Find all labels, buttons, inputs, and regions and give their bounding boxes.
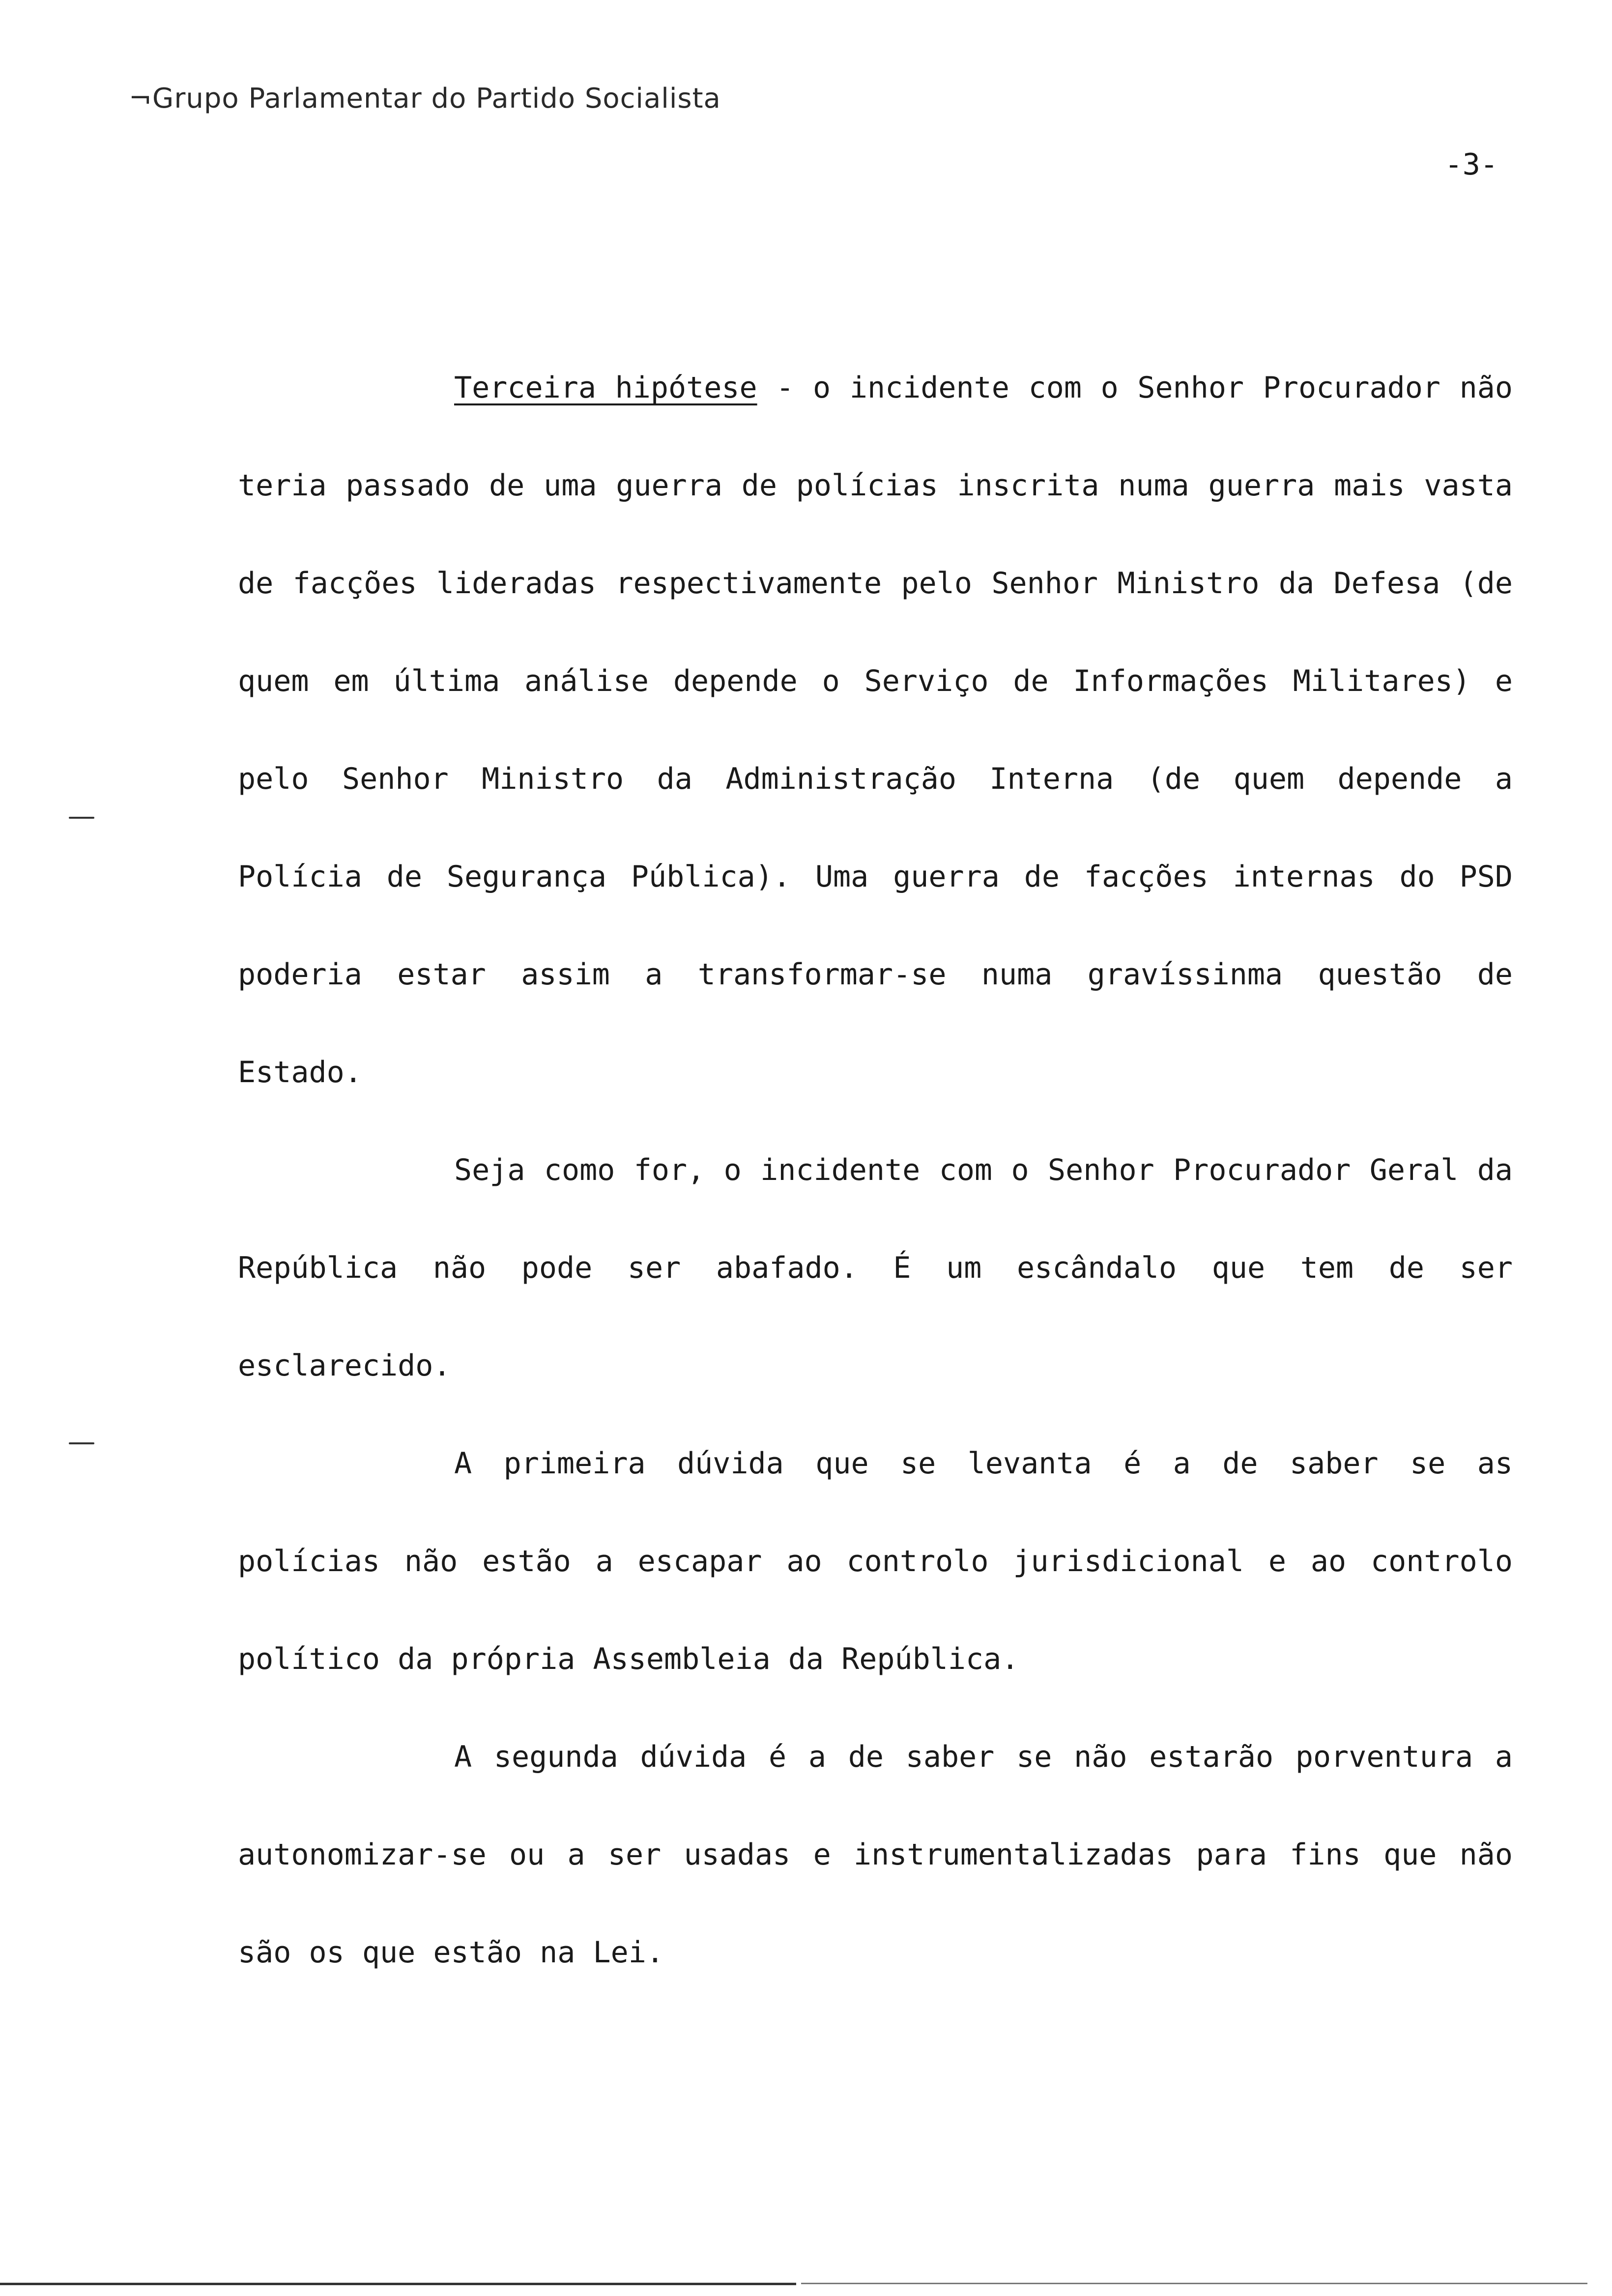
bottom-rule: [801, 2283, 1587, 2284]
paragraph-heading: Terceira hipótese: [454, 371, 757, 405]
bottom-rule: [0, 2283, 796, 2285]
paragraph: A segunda dúvida é a de saber se não estarão porventura a autonomizar-se ou a ser usadas e instrumentalizadas para fins que não são os que estão na Lei.: [238, 1740, 1513, 1970]
paragraph: Seja como for, o incidente com o Senhor Procurador Geral da República não pode ser abafado. É um escândalo que tem de ser esclarecido.: [238, 1153, 1513, 1383]
letterhead: ¬Grupo Parlamentar do Partido Socialista: [129, 83, 721, 115]
paragraph-third-hypothesis: [238, 339, 1513, 1121]
document-body: [238, 339, 1513, 2002]
margin-mark: [69, 817, 94, 819]
page-number: -3-: [1444, 147, 1498, 182]
margin-mark: [69, 1442, 94, 1444]
paragraph-text: - o incidente com o Senhor Procurador não teria passado de uma guerra de polícias inscrita numa guerra mais vasta de facções lideradas respectivamente pelo Senhor Ministro da Defesa (de quem em última análise depende o Serviço de Informações Militares) e pelo Senhor Ministro da Administração Interna (de quem depende a Polícia de Segurança Pública). Uma guerra de facções internas do PSD poderia estar assim a transformar-se numa gravíssinma questão de Estado.: [238, 371, 1513, 1090]
paragraph: A primeira dúvida que se levanta é a de saber se as polícias não estão a escapar ao controlo jurisdicional e ao controlo político da própria Assembleia da República.: [238, 1446, 1513, 1676]
